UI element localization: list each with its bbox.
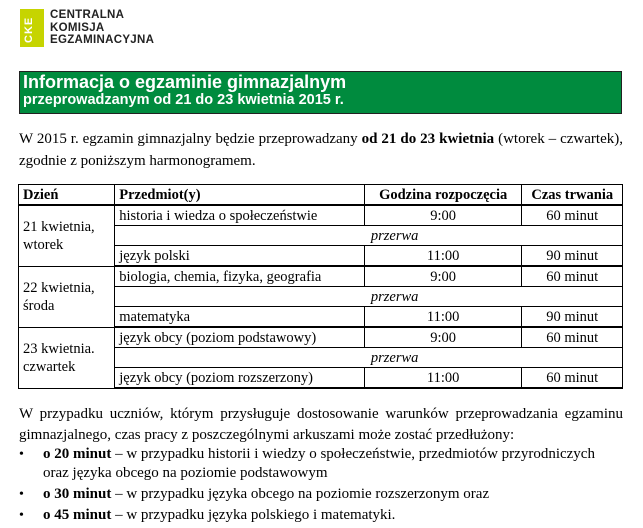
header-duration: Czas trwania	[522, 185, 623, 206]
subject-cell: biologia, chemia, fizyka, geografia	[115, 266, 365, 287]
list-item	[19, 485, 623, 504]
subject-cell: język obcy (poziom podstawowy)	[115, 327, 365, 348]
break-cell	[115, 226, 623, 246]
time-cell: 11:00	[364, 368, 522, 389]
duration-cell: 60 minut	[522, 266, 623, 287]
table-row	[19, 205, 623, 226]
logo-text	[50, 9, 154, 47]
duration-cell: 60 minut	[522, 368, 623, 389]
list-item	[19, 506, 623, 525]
table-row	[19, 327, 623, 348]
list-item	[19, 445, 623, 483]
time-cell: 11:00	[364, 246, 522, 267]
break-label: przerwa	[370, 349, 419, 366]
duration-cell: 60 minut	[522, 205, 623, 226]
subject-cell: język polski	[115, 246, 365, 267]
break-cell	[115, 348, 623, 368]
time-cell: 9:00	[364, 327, 522, 348]
break-label: przerwa	[370, 288, 419, 305]
table-row	[19, 266, 623, 287]
table-header-row	[19, 185, 623, 206]
list-item-text: – w przypadku języka polskiego i matematyki.	[111, 507, 396, 523]
intro-part-2: (wtorek – czwartek), zgodnie z poniższym harmonogramem.	[19, 131, 623, 169]
subject-cell: historia i wiedza o społeczeństwie	[115, 205, 365, 226]
extension-list	[19, 445, 623, 527]
intro-paragraph	[19, 128, 623, 172]
header-start-time: Godzina rozpoczęcia	[364, 185, 522, 206]
logo-mark	[20, 9, 44, 47]
intro-dates: od 21 do 23 kwietnia	[361, 131, 495, 147]
logo-mark-text: CKE	[23, 16, 35, 43]
title-banner	[19, 71, 622, 114]
header-subject: Przedmiot(y)	[115, 185, 365, 206]
intro-part-1: W 2015 r. egzamin gimnazjalny będzie przeprowadzany	[19, 131, 362, 147]
time-cell: 9:00	[364, 205, 522, 226]
list-item-bold: o 20 minut	[43, 446, 112, 462]
duration-cell: 60 minut	[522, 327, 623, 348]
bullet-icon: •	[19, 508, 24, 523]
subject-cell: język obcy (poziom rozszerzony)	[115, 368, 365, 389]
list-item-bold: o 30 minut	[43, 486, 112, 502]
duration-cell: 90 minut	[522, 246, 623, 267]
break-label: przerwa	[370, 227, 419, 244]
list-item-bold: o 45 minut	[43, 507, 112, 523]
day-cell: 21 kwietnia, wtorek	[19, 205, 115, 266]
day-cell: 23 kwietnia. czwartek	[19, 327, 115, 388]
bullet-icon: •	[19, 447, 24, 462]
bullet-icon: •	[19, 487, 24, 502]
list-item-text: – w przypadku języka obcego na poziomie rozszerzonym oraz	[111, 486, 490, 502]
logo-line-3: EGZAMINACYJNA	[50, 34, 155, 47]
subject-cell: matematyka	[115, 307, 365, 328]
time-cell: 9:00	[364, 266, 522, 287]
accommodation-paragraph: W przypadku uczniów, którym przysługuje dostosowanie warunków przeprowadzania egzaminu gimnazjalnego, czas pracy z poszczególnymi arkuszami może zostać przedłużony:	[19, 406, 623, 443]
logo-line-1: CENTRALNA	[50, 9, 125, 22]
page-subtitle: przeprowadzanym od 21 do 23 kwietnia 2015 r.	[23, 92, 344, 108]
break-cell	[115, 287, 623, 307]
time-cell: 11:00	[364, 307, 522, 328]
schedule-table	[18, 184, 623, 389]
duration-cell: 90 minut	[522, 307, 623, 328]
header-day: Dzień	[19, 185, 115, 206]
logo-line-2: KOMISJA	[50, 21, 105, 34]
list-item-text: – w przypadku historii i wiedzy o społeczeństwie, przedmiotów przyrodniczych oraz języka obcego na poziomie podstawowym	[43, 446, 595, 481]
page-title: Informacja o egzaminie gimnazjalnym	[23, 72, 347, 92]
day-cell: 22 kwietnia, środa	[19, 266, 115, 327]
logo	[20, 8, 154, 48]
